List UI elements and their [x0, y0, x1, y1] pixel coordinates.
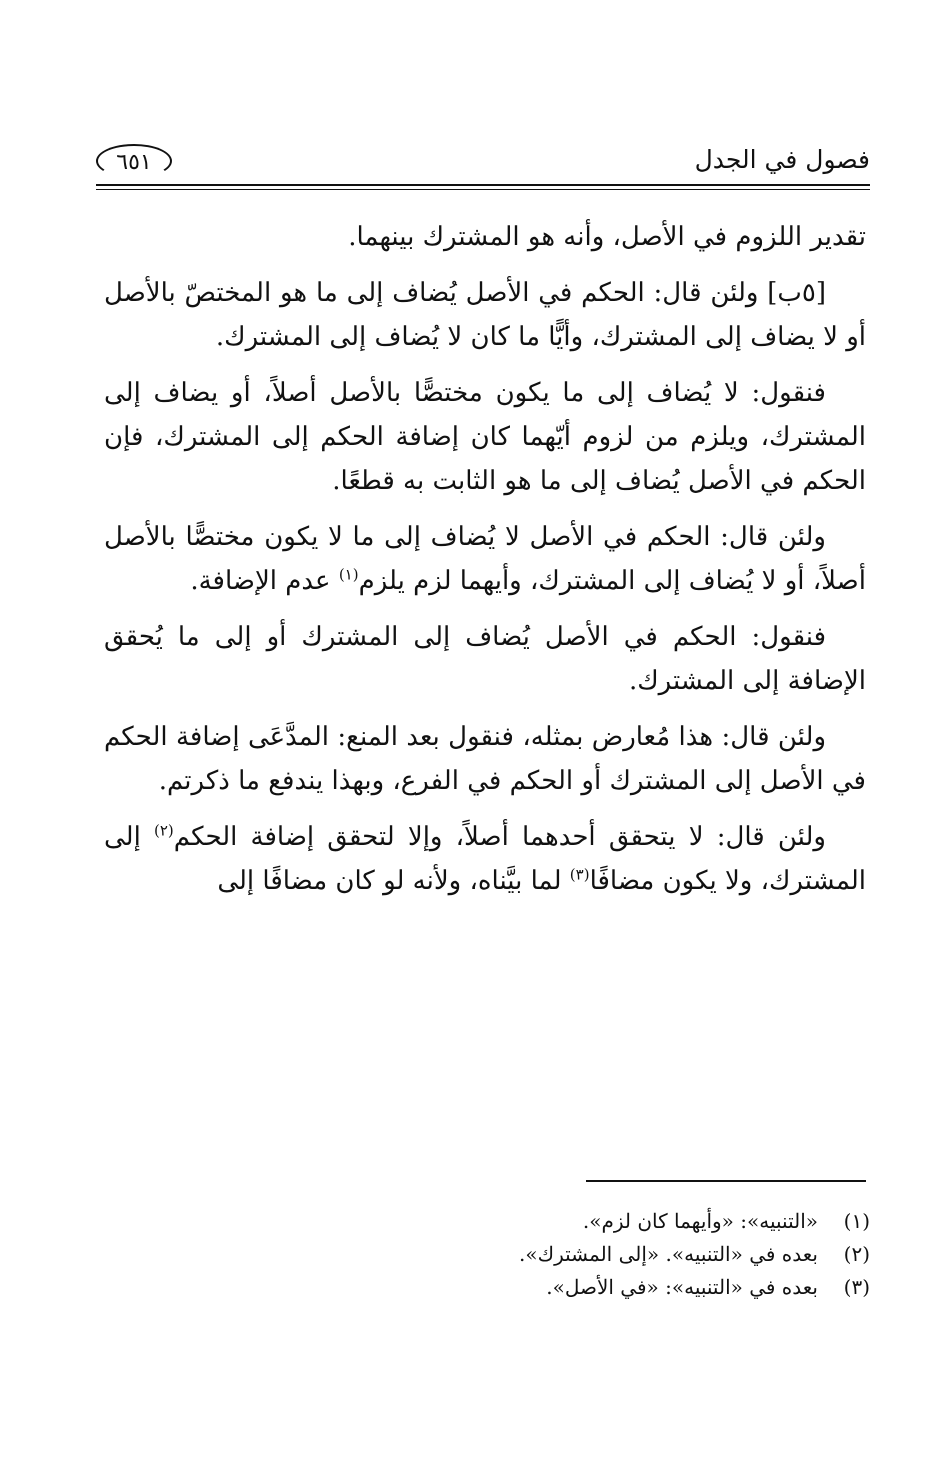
paragraph: ولئن قال: هذا مُعارض بمثله، فنقول بعد المنع: المدَّعَى إضافة الحكم في الأصل إلى المشترك أو الحكم في الفرع، وبهذا يندفع ما ذكرتم. — [104, 722, 866, 796]
paragraph — [104, 515, 866, 603]
paragraph: فنقول: الحكم في الأصل يُضاف إلى المشترك أو إلى ما يُحقق الإضافة إلى المشترك. — [104, 622, 866, 696]
footnote-ref: (١) — [338, 565, 359, 584]
paragraph-text: ولئن قال: لا يتحقق أحدهما أصلاً، وإلا لتحقق إضافة الحكم — [173, 822, 826, 852]
footnote-text: بعده في «التنبيه»: «في الأصل». — [546, 1275, 818, 1299]
header-rule-thin — [96, 189, 870, 190]
paragraph-text: لما بيَّناه، ولأنه لو كان مضافًا إلى — [217, 866, 570, 896]
paragraph: فنقول: لا يُضاف إلى ما يكون مختصًّا بالأصل أصلاً، أو يضاف إلى المشترك، ويلزم من لزوم أيّهما كان إضافة الحكم إلى المشترك، فإن الحكم في الأصل يُضاف إلى ما هو الثابت به قطعًا. — [104, 378, 866, 496]
footnote — [104, 1238, 870, 1271]
footnotes — [104, 1205, 870, 1304]
header-rule — [96, 184, 870, 186]
footnote-number: (٢) — [843, 1242, 870, 1266]
footnote-number: (٣) — [843, 1275, 870, 1299]
paragraph — [104, 815, 866, 903]
footnote-text: بعده في «التنبيه». «إلى المشترك». — [519, 1242, 818, 1266]
page-number: ٦٥١ — [96, 144, 172, 178]
footnote — [104, 1205, 870, 1238]
paragraph: تقدير اللزوم في الأصل، وأنه هو المشترك بينهما. — [348, 222, 866, 252]
header-title: فصول في الجدل — [694, 145, 870, 174]
body-text — [104, 215, 866, 915]
footnote-ref: (٢) — [154, 821, 174, 840]
footnote-ref: (٣) — [569, 865, 590, 884]
footnote-number: (١) — [843, 1209, 870, 1233]
paragraph-text: إلى المشترك، ولا يكون مضافًا — [104, 822, 866, 896]
footnote — [104, 1271, 870, 1304]
running-header — [96, 140, 870, 190]
paragraph-text: عدم الإضافة. — [190, 566, 339, 596]
footnote-separator — [586, 1180, 866, 1182]
paragraph-text: ولئن قال: الحكم في الأصل لا يُضاف إلى ما لا يكون مختصًّا بالأصل أصلاً، أو لا يُضاف إلى المشترك، وأيهما لزم يلزم — [104, 522, 866, 596]
footnote-text: «التنبيه»: «وأيهما كان لزم». — [582, 1209, 818, 1233]
paragraph: [٥ب] ولئن قال: الحكم في الأصل يُضاف إلى ما هو المختصّ بالأصل أو لا يضاف إلى المشترك، وأيًّا ما كان لا يُضاف إلى المشترك. — [104, 278, 866, 352]
